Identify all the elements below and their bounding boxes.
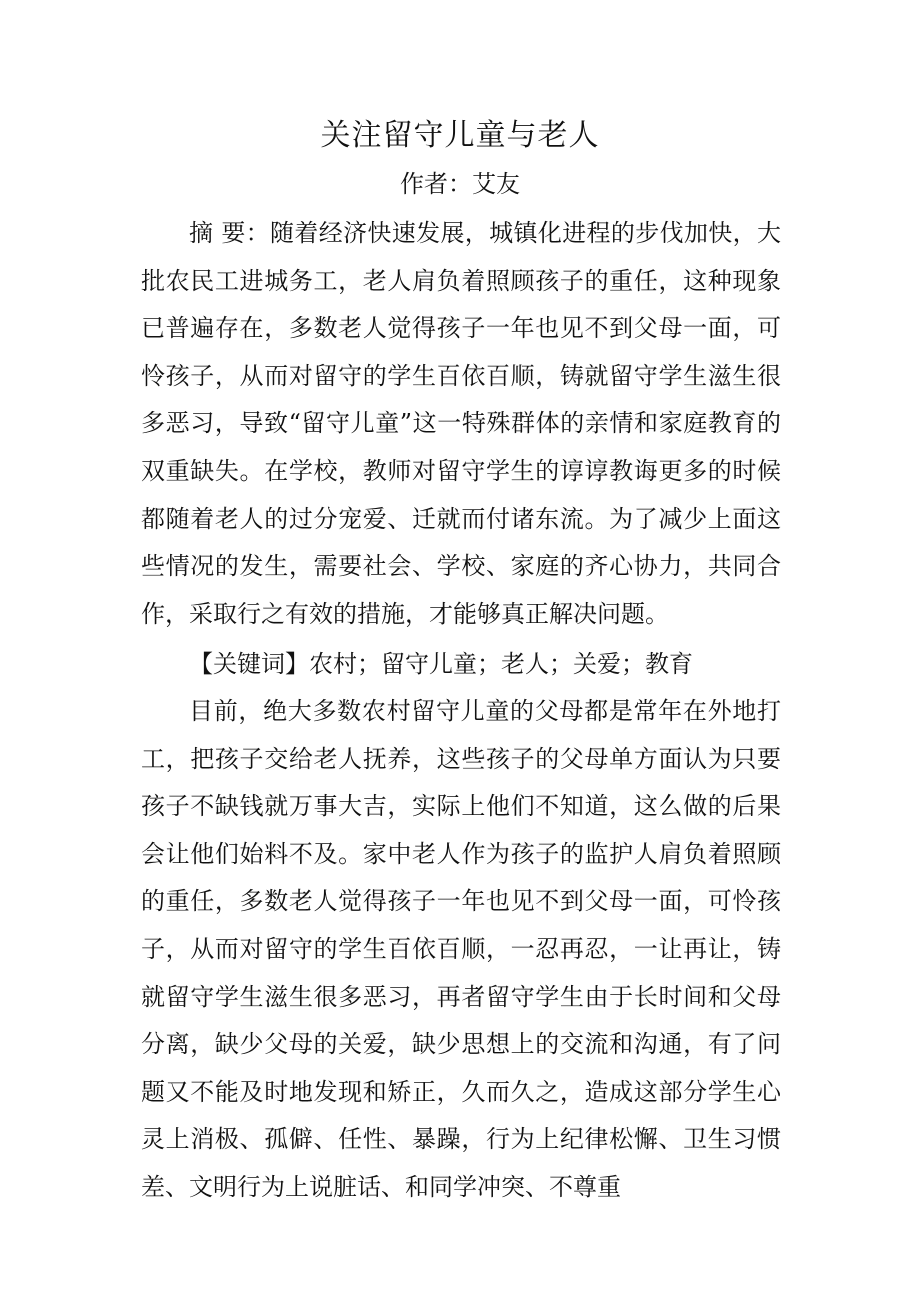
intro-paragraph: 目前，绝大多数农村留守儿童的父母都是常年在外地打工，把孩子交给老人抚养，这些孩子的父母单方面认为只要孩子不缺钱就万事大吉，实际上他们不知道，这么做的后果会让他们始料不及。家中老人作为孩子的监护人肩负着照顾的重任，多数老人觉得孩子一年也见不到父母一面，可怜孩子，从而对留守的学生百依百顺，一忍再忍，一让再让，铸就留守学生滋生很多恶习，再者留守学生由于长时间和父母分离，缺少父母的关爱，缺少思想上的交流和沟通，有了问题又不能及时地发现和矫正，久而久之，造成这部分学生心灵上消极、孤僻、任性、暴躁，行为上纪律松懈、卫生习惯差、文明行为上说脏话、和同学冲突、不尊重 (141, 697, 781, 1201)
keywords-label: 【关键词】 (189, 650, 309, 678)
abstract-paragraph: 摘 要：随着经济快速发展，城镇化进程的步伐加快，大批农民工进城务工，老人肩负着照顾孩子的重任，这种现象已普遍存在，多数老人觉得孩子一年也见不到父母一面，可怜孩子，从而对留守的学生百依百顺，铸就留守学生滋生很多恶习，导致“留守儿童”这一特殊群体的亲情和家庭教育的双重缺失。在学校，教师对留守学生的谆谆教诲更多的时候都随着老人的过分宠爱、迁就而付诸东流。为了减少上面这些情况的发生，需要社会、学校、家庭的齐心协力，共同合作，采取行之有效的措施，才能够真正解决问题。 (141, 219, 781, 628)
document-author: 作者：艾友 (400, 170, 520, 198)
document-title: 关注留守儿童与老人 (320, 118, 600, 153)
keywords-list: 农村；留守儿童；老人；关爱；教育 (309, 650, 693, 678)
keywords-paragraph (141, 641, 781, 689)
